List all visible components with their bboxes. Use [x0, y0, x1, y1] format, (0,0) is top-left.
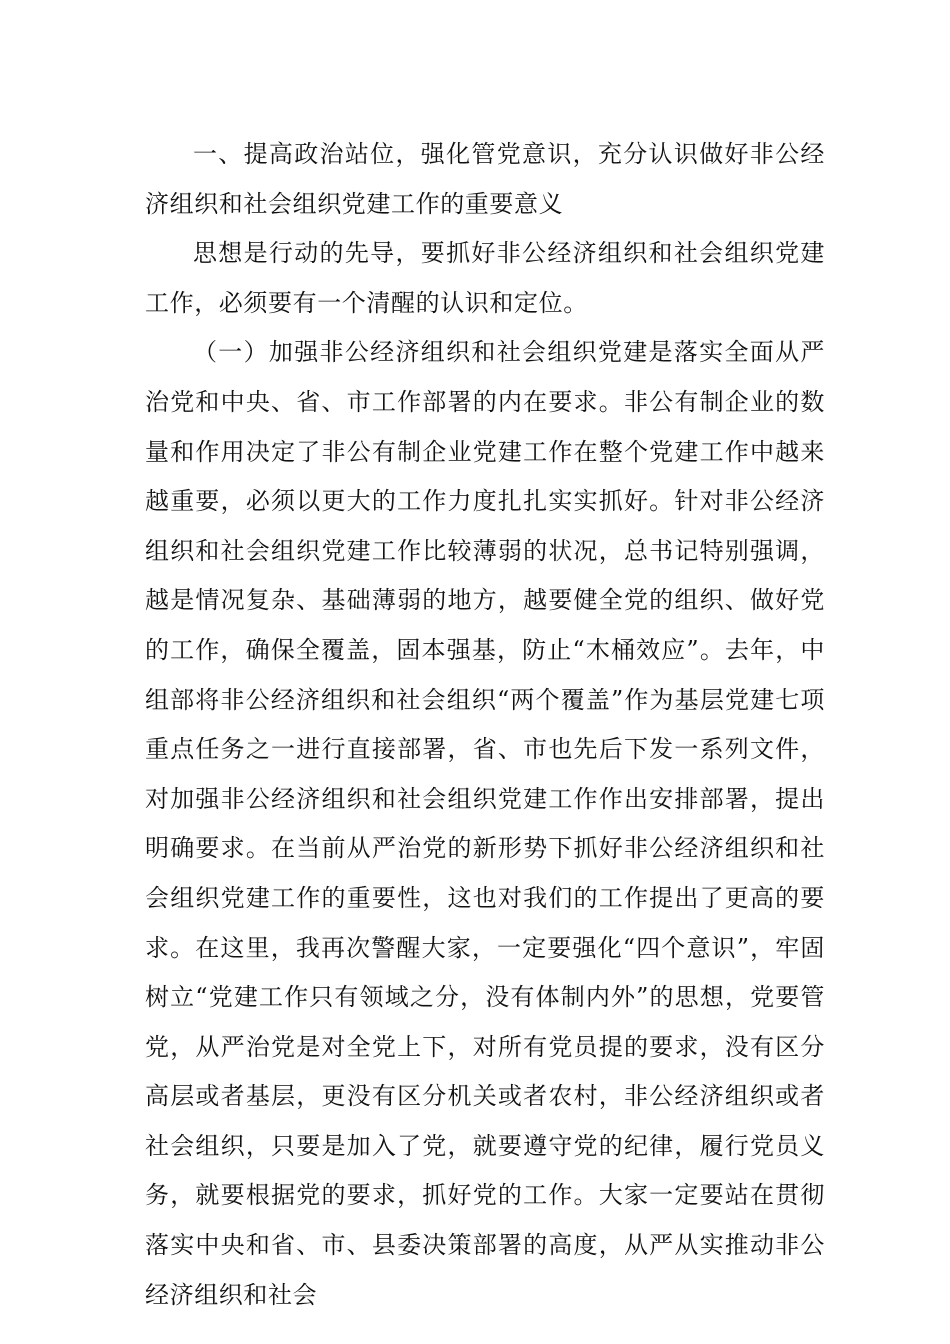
subsection-paragraph: （一）加强非公经济组织和社会组织党建是落实全面从严治党和中央、省、市工作部署的内在要求。非公有制企业的数量和作用决定了非公有制企业党建工作在整个党建工作中越来越重要，必须以更大的工作力度扎扎实实抓好。针对非公经济组织和社会组织党建工作比较薄弱的状况，总书记特别强调，越是情况复杂、基础薄弱的地方，越要健全党的组织、做好党的工作，确保全覆盖，固本强基，防止“木桶效应”。去年，中组部将非公经济组织和社会组织“两个覆盖”作为基层党建七项重点任务之一进行直接部署，省、市也先后下发一系列文件，对加强非公经济组织和社会组织党建工作作出安排部署，提出明确要求。在当前从严治党的新形势下抓好非公经济组织和社会组织党建工作的重要性，这也对我们的工作提出了更高的要求。在这里，我再次警醒大家，一定要强化“四个意识”，牢固树立“党建工作只有领域之分，没有体制内外”的思想，党要管党，从严治党是对全党上下，对所有党员提的要求，没有区分高层或者基层，更没有区分机关或者农村，非公经济组织或者社会组织，只要是加入了党，就要遵守党的纪律，履行党员义务，就要根据党的要求，抓好党的工作。大家一定要站在贯彻落实中央和省、市、县委决策部署的高度，从严从实推动非公经济组织和社会	[145, 338, 825, 1309]
intro-paragraph: 思想是行动的先导，要抓好非公经济组织和社会组织党建工作，必须要有一个清醒的认识和定位。	[145, 239, 825, 317]
section-heading: 一、提高政治站位，强化管党意识，充分认识做好非公经济组织和社会组织党建工作的重要意义	[145, 140, 825, 218]
document-body	[145, 130, 825, 1320]
